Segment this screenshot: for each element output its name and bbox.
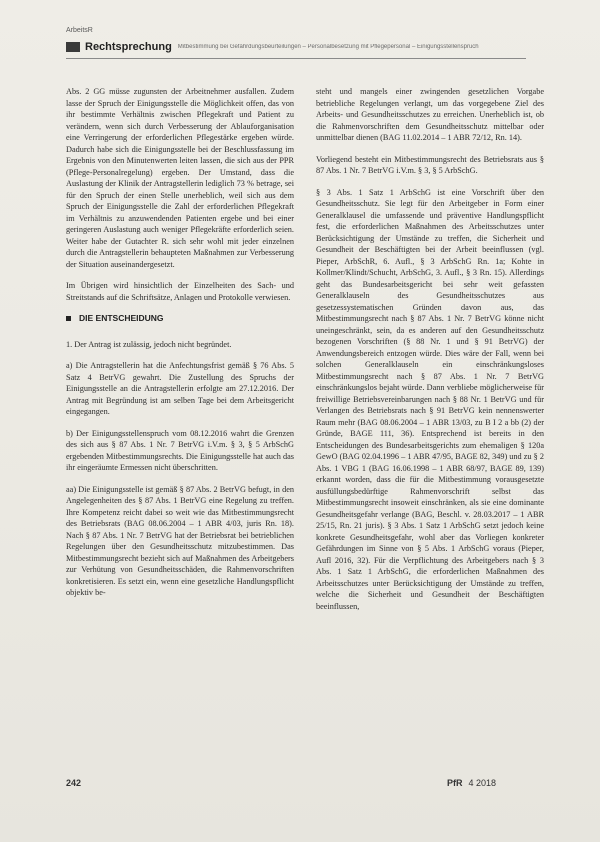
section-heading-text: DIE ENTSCHEIDUNG xyxy=(79,313,164,323)
running-header xyxy=(66,38,526,56)
paragraph: 1. Der Antrag ist zulässig, jedoch nicht begründet. xyxy=(66,339,232,349)
header-subline: Mitbestimmung bei Gefährdungsbeurteilungen – Personalbesetzung mit Pflegepersonal – Einigungsstellenspruch xyxy=(177,44,479,50)
journal-issue xyxy=(447,778,496,788)
page-footer xyxy=(66,778,526,792)
section-heading xyxy=(66,313,294,325)
paragraph: § 3 Abs. 1 Satz 1 ArbSchG ist eine Vorschrift über den Gesundheitsschutz. Sie legt für den Arbeitgeber in Form einer Generalklausel die umfassende und präventive Handlungspflicht fest, die erforderlichen Maßnahmen des Arbeitsschutzes unter Berücksichtigung der Umstände zu treffen, die Sicherheit und Gesundheit der Beschäftigten bei der Arbeit beeinflussen (vgl. Pieper, ArbSchR, 6. Aufl., § 3 ArbSchG Rn. 1a; Kohte in Kollmer/Klindt/Schucht, ArbSchG, 3. Aufl., § 3 Rn. 15). Allerdings geht das Bundesarbeitsgericht bei sehr weit gefassten Generalklauseln des Gesundheitsschutzes aus gesetzessystematischen Gründen davon aus, das Mitbestimmungsrecht nach § 87 Abs. 1 Nr. 7 BetrVG könne nicht uneingeschränkt, sein, da es anderen auf den Gesundheitsschutz bezogenen Vorschriften (§ 88 Nr. 1 und § 91 BetrVG) der Anwendungsbereich entzogen würde. Dies wäre der Fall, wenn bei solchen Generalklauseln ein einschränkungsloses Mitbestimmungsrecht nach § 87 Abs. 1 Nr. 7 BetrVG einschränkungslos bejaht würde. Dann verbliebe möglicherweise für freiwillige Betriebsvereinbarungen nach § 88 Nr. 1 BetrVG und für Verlangen des Betriebsrats nach § 91 BetrVG kein nennenswerter Raum mehr (BAG 08.06.2004 – 1 ABR 13/03, zu B I 2 a bb (2) der Gründe, BAGE 111, 36). Entsprechend ist bereits in den Entscheidungen des Bundesarbeitsgerichts zum ehemaligen § 120a GewO (BAG 02.04.1996 – 1 ABR 47/95, BAGE 82, 349) und zu § 2 Abs. 1 VBG 1 (BAG 16.06.1998 – 1 ABR 68/97, BAGE 89, 139) erkannt worden, dass die für die Mitbestimmung vorausgesetzte ausfüllungsbedürftige Rahmenvorschrift selbst das Mitbestimmungsrecht insoweit einschränken, als sie eine dominante Gesundheitsgefahr verlange (BAG, Beschl. v. 28.03.2017 – 1 ABR 25/15, Rn. 21 juris). § 3 Abs. 1 Satz 1 ArbSchG setzt jedoch keine konkrete Gesundheitsgefahr, wohl aber das Vorliegen konkreter Gefährdungen im Sinne von § 5 Abs. 1 ArbSchG voraus (Pieper, Aufl 2016, 32). Für die Verpflichtung des Arbeitgebers nach § 3 Abs. 1 Satz 1 ArbSchG, die erforderlichen Maßnahmen des Arbeitsschutzes unter Berücksichtigung der Umstände zu treffen, welche die Sicherheit und Gesundheit der Beschäftigten beeinflussen, xyxy=(316,187,544,611)
rubric-title: Rechtsprechung xyxy=(85,41,172,53)
issue-number: 4 2018 xyxy=(468,778,496,788)
header-divider xyxy=(66,58,526,59)
left-column xyxy=(66,86,294,609)
page-number: 242 xyxy=(66,778,82,788)
paragraph: Im Übrigen wird hinsichtlich der Einzelheiten des Sach- und Streitstands auf die Schriftsätze, Anlagen und Protokolle verwiesen. xyxy=(66,281,294,302)
rubric-marker-icon xyxy=(66,42,80,52)
paragraph: b) Der Einigungsstellenspruch vom 08.12.2016 wahrt die Grenzen des sich aus § 87 Abs. 1 Nr. 7 BetrVG i.V.m. § 3, § 5 ArbSchG ergebenden Mitbestimmungsrechts. Die Einigungsstelle hat auch das ihr eingeräumte Ermessen nicht überschritten. xyxy=(66,428,294,472)
journal-name: PfR xyxy=(446,778,463,788)
paragraph: steht und mangels einer zwingenden gesetzlichen Vorgabe betriebliche Regelungen verlangt, um das vorgegebene Ziel des Arbeits- und Gesundheitsschutzes zu erreichen. Unerheblich ist, ob die Rahmenvorschriften dem Gesundheitsschutz mittelbar oder unmittelbar dienen (BAG 11.02.2014 – 1 ABR 72/12, Rn. 14). xyxy=(316,87,544,142)
paragraph: Abs. 2 GG müsse zugunsten der Arbeitnehmer ausfallen. Zudem lasse der Spruch der Einigungsstelle die Möglichkeit offen, das von ihr bestimmte Verhältnis zwischen Pflegekraft und Patient zu verändern, wenn sich durch Verbesserung der Ablauforganisation eine Verringerung der erforderlichen Pflegestärke ergeben würde. Dadurch habe sich die Einigungsstelle bei der Beschlussfassung im Ergebnis von den Minutenwerten leiten lassen, die sich aus der PPR (Pflege-Personalregelung) ergeben. Der Umstand, dass die Auslastung der Klinik der Antragstellerin lediglich 73 % betrage, sei für den Spruch der einen Stelle unerheblich, weil sich aus dem Spruch der Einigungsstelle die Zahl der erforderlichen Pflegekraft im Verhältnis zu anzuwendenden Patienten ergebe und bei einer geringeren Auslastung auch weniger Pflegekräfte erforderlich seien. Weiter habe der Gutachter R. sich sehr wohl mit jeder einzelnen durch die Antragstellerin behaupteten Maßnahmen zur Verbesserung der Situation auseinandergesetzt. xyxy=(66,87,294,269)
right-column xyxy=(316,86,544,622)
bullet-square-icon xyxy=(66,316,71,321)
paragraph: a) Die Antragstellerin hat die Anfechtungsfrist gemäß § 76 Abs. 5 Satz 4 BetrVG gewahrt. Die Zustellung des Spruchs der Einigungsstelle an die Antragstellerin erfolgte am 27.12.2016. Der Antrag mit Begründung ist am selben Tage bei dem Arbeitsgericht eingegangen. xyxy=(66,361,294,416)
paragraph: Vorliegend besteht ein Mitbestimmungsrecht des Betriebsrats aus § 87 Abs. 1 Nr. 7 BetrVG i.V.m. § 3, § 5 ArbSchG. xyxy=(316,154,544,175)
paragraph: aa) Die Einigungsstelle ist gemäß § 87 Abs. 2 BetrVG befugt, in den Angelegenheiten des § 87 Abs. 1 BetrVG eine Regelung zu treffen. Ihre Kompetenz reicht dabei so weit wie das Mitbestimmungsrecht des Betriebsrats (BAG 08.06.2004 – 1 ABR 4/03, juris Rn. 18). Nach § 87 Abs. 1 Nr. 7 BetrVG hat der Betriebsrat bei betrieblichen Regelungen über den Gesundheitsschutz mitzubestimmen. Das Mitbestimmungsrecht bezieht sich auf Maßnahmen des Arbeitgebers zur Verhütung von Gesundheitsschäden, die Rahmenvorschriften konkretisieren. Es setzt ein, wenn eine gesetzliche Handlungspflicht objektiv be- xyxy=(66,484,294,597)
section-label: ArbeitsR xyxy=(66,27,93,34)
